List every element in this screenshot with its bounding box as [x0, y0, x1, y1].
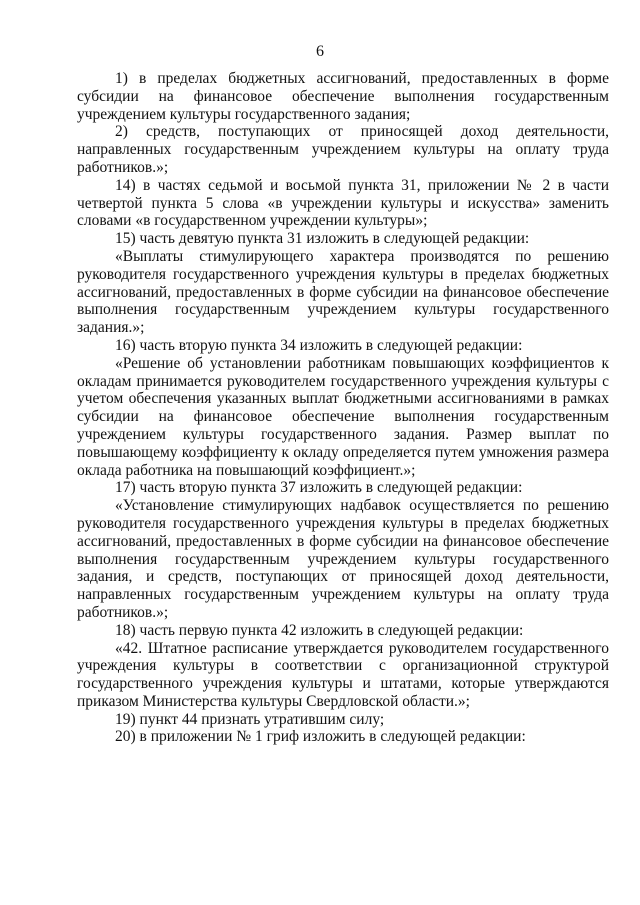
- paragraph-item-1-budget-allocations: 1) в пределах бюджетных ассигнований, предоставленных в форме субсидии на финансовое обеспечение выполнения государственным учреждением культуры государственного задания;: [77, 70, 609, 123]
- paragraph-item-17-quote: «Установление стимулирующих надбавок осуществляется по решению руководителя государственного учреждения культуры в пределах бюджетных ассигнований, предоставленных в форме субсидии на финансовое обеспечение выполнения государственным учреждением культуры государственного задания, и средств, поступающих от приносящей доход деятельности, направленных государственным учреждением культуры на оплату труда работников.»;: [77, 497, 609, 621]
- paragraph-item-18-heading: 18) часть первую пункта 42 изложить в следующей редакции:: [115, 621, 524, 639]
- paragraph-item-16-quote: «Решение об установлении работникам повышающих коэффициентов к окладам принимается руководителем государственного учреждения культуры с учетом обеспечения указанных выплат бюджетными ассигнованиями в рамках субсидии на финансовое обеспечение выполнения государственным учреждением культуры государственного задания. Размер выплат по повышающему коэффициенту к окладу определяется путем умножения размера оклада работника на повышающий коэффициент.»;: [77, 354, 609, 479]
- document-body: [77, 70, 609, 746]
- paragraph-item-15-heading: 15) часть девятую пункта 31 изложить в следующей редакции:: [115, 230, 530, 248]
- paragraph-item-17-heading: 17) часть вторую пункта 37 изложить в следующей редакции:: [115, 479, 523, 497]
- paragraph-item-16-heading: 16) часть вторую пункта 34 изложить в следующей редакции:: [115, 336, 523, 354]
- page-number: 6: [316, 43, 324, 60]
- paragraph-item-14-word-replacement: 14) в частях седьмой и восьмой пункта 31, приложении № 2 в части четвертой пункта 5 слова «в учреждении культуры и искусства» заменить словами «в государственном учреждении культуры»;: [77, 176, 609, 230]
- paragraph-item-18-quote: «42. Штатное расписание утверждается руководителем государственного учреждения культуры в соответствии с организационной структурой государственного учреждения культуры и штатами, которые утверждаются приказом Министерства культуры Свердловской области.»;: [77, 639, 609, 710]
- paragraph-item-15-quote: «Выплаты стимулирующего характера производятся по решению руководителя государственного учреждения культуры в пределах бюджетных ассигнований, предоставленных в форме субсидии на финансовое обеспечение выполнения государственным учреждением культуры государственного задания.»;: [77, 247, 609, 337]
- paragraph-item-19: 19) пункт 44 признать утратившим силу;: [115, 710, 385, 728]
- paragraph-item-20: 20) в приложении № 1 гриф изложить в следующей редакции:: [115, 728, 526, 746]
- paragraph-item-2-income-funds: 2) средств, поступающих от приносящей доход деятельности, направленных государственным учреждением культуры на оплату труда работников.»;: [77, 123, 609, 176]
